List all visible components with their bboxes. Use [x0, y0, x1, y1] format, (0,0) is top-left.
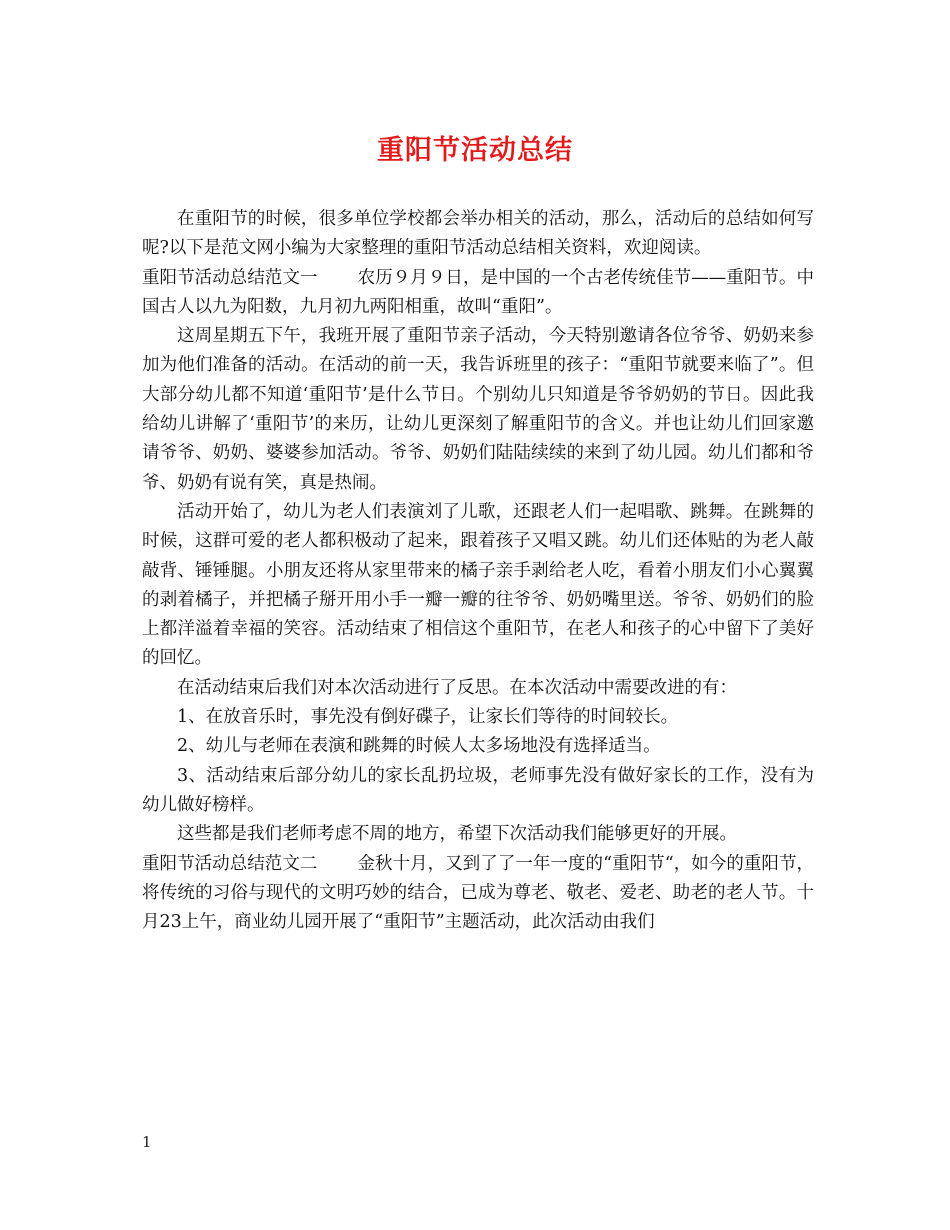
body-paragraph-2: 活动开始了，幼儿为老人们表演刘了儿歌，还跟老人们一起唱歌、跳舞。在跳舞的时候，这群可爱的老人都积极动了起来，跟着孩子又唱又跳。幼儿们还体贴的为老人敲敲背、锤锤腿。小朋友还将从家里带来的橘子亲手剥给老人吃，看着小朋友们小心翼翼的剥着橘子，并把橘子掰开用小手一瓣一瓣的往爷爷、奶奶嘴里送。爷爷、奶奶们的脸上都洋溢着幸福的笑容。活动结束了相信这个重阳节，在老人和孩子的心中留下了美好的回忆。: [142, 501, 814, 669]
list-item-1: 1、在放音乐时，事先没有倒好碟子，让家长们等待的时间较长。: [177, 707, 679, 728]
sample-two-paragraph: [142, 850, 814, 938]
page-title: 重阳节活动总结: [377, 135, 573, 166]
sample-one-heading: 重阳节活动总结范文一: [142, 267, 318, 288]
list-item-3: 3、活动结束后部分幼儿的家长乱扔垃圾，老师事先没有做好家长的工作，没有为幼儿做好榜样。: [142, 765, 814, 815]
body-paragraph-4: 这些都是我们老师考虑不周的地方，希望下次活动我们能够更好的开展。: [177, 824, 737, 845]
body-paragraph-1: 这周星期五下午，我班开展了重阳节亲子活动，今天特别邀请各位爷爷、奶奶来参加为他们准备的活动。在活动的前一天，我告诉班里的孩子：“重阳节就要来临了”。但大部分幼儿都不知道‘重阳节’是什么节日。个别幼儿只知道是爷爷奶奶的节日。因此我给幼儿讲解了‘重阳节’的来历，让幼儿更深刻了解重阳节的含义。并也让幼儿们回家邀请爷爷、奶奶、婆婆参加活动。爷爷、奶奶们陆陆续续的来到了幼儿园。幼儿们都和爷爷、奶奶有说有笑，真是热闹。: [142, 326, 814, 493]
page-number: 1: [142, 1133, 152, 1151]
list-item-2: 2、幼儿与老师在表演和跳舞的时候人太多场地没有选择适当。: [177, 736, 661, 757]
sample-one-lead: 农历９月９日，是中国的一个古老传统佳节——重阳节。中国古人以九为阳数，九月初九两阳相重，故叫“重阳”。: [142, 267, 815, 317]
document-body: [142, 205, 814, 937]
sample-two-heading: 重阳节活动总结范文二: [142, 853, 318, 874]
intro-paragraph: 在重阳节的时候，很多单位学校都会举办相关的活动，那么，活动后的总结如何写呢?以下是范文网小编为大家整理的重阳节活动总结相关资料，欢迎阅读。: [142, 209, 814, 259]
sample-one-paragraph: [142, 264, 814, 323]
body-paragraph-3: 在活动结束后我们对本次活动进行了反思。在本次活动中需要改进的有：: [177, 677, 737, 698]
sample-two-lead: 金秋十月，又到了了一年一度的“重阳节“，如今的重阳节，将传统的习俗与现代的文明巧妙的结合，已成为尊老、敬老、爱老、助老的老人节。十月23上午，商业幼儿园开展了“重阳节”主题活动，此次活动由我们: [142, 853, 814, 933]
